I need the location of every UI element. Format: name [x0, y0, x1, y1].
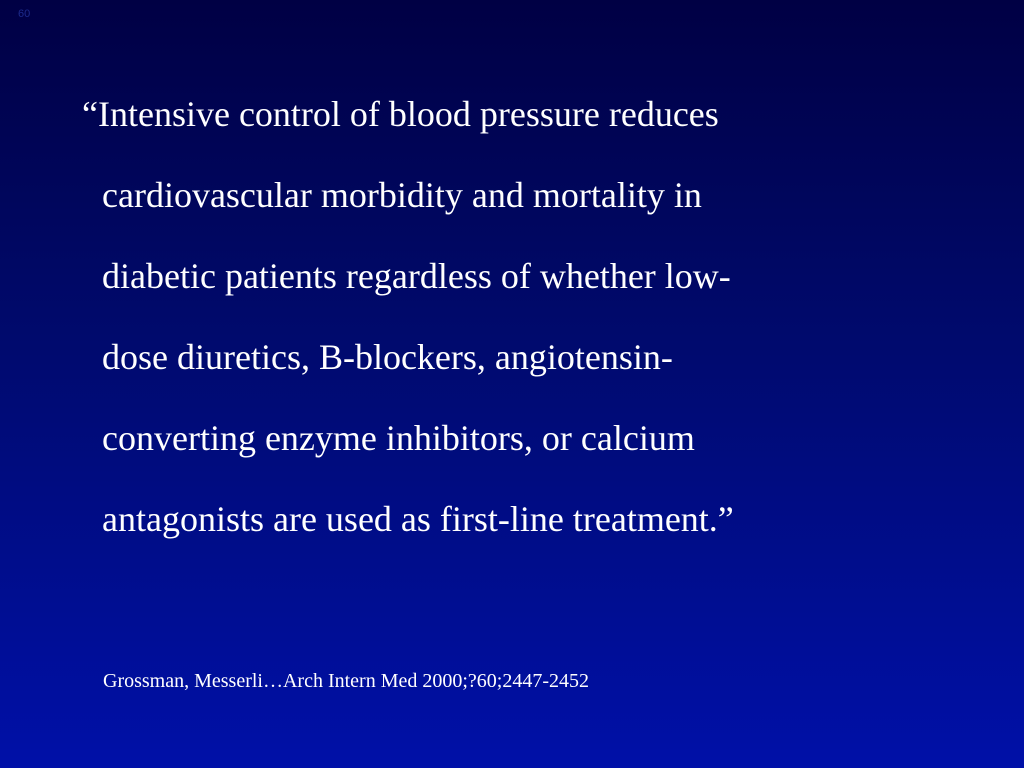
quote-line: dose diuretics, B-blockers, angiotensin-	[102, 337, 673, 377]
quote-block	[82, 76, 982, 562]
slide-number: 60	[18, 8, 31, 20]
quote-line: diabetic patients regardless of whether low-	[102, 256, 731, 296]
quote-line: converting enzyme inhibitors, or calcium	[102, 418, 695, 458]
quote-line: cardiovascular morbidity and mortality in	[102, 175, 702, 215]
quote-line: “Intensive control of blood pressure reduces	[82, 94, 719, 134]
quote-line: antagonists are used as first-line treatment.”	[102, 499, 734, 539]
citation: Grossman, Messerli…Arch Intern Med 2000;?60;2447-2452	[103, 670, 590, 692]
